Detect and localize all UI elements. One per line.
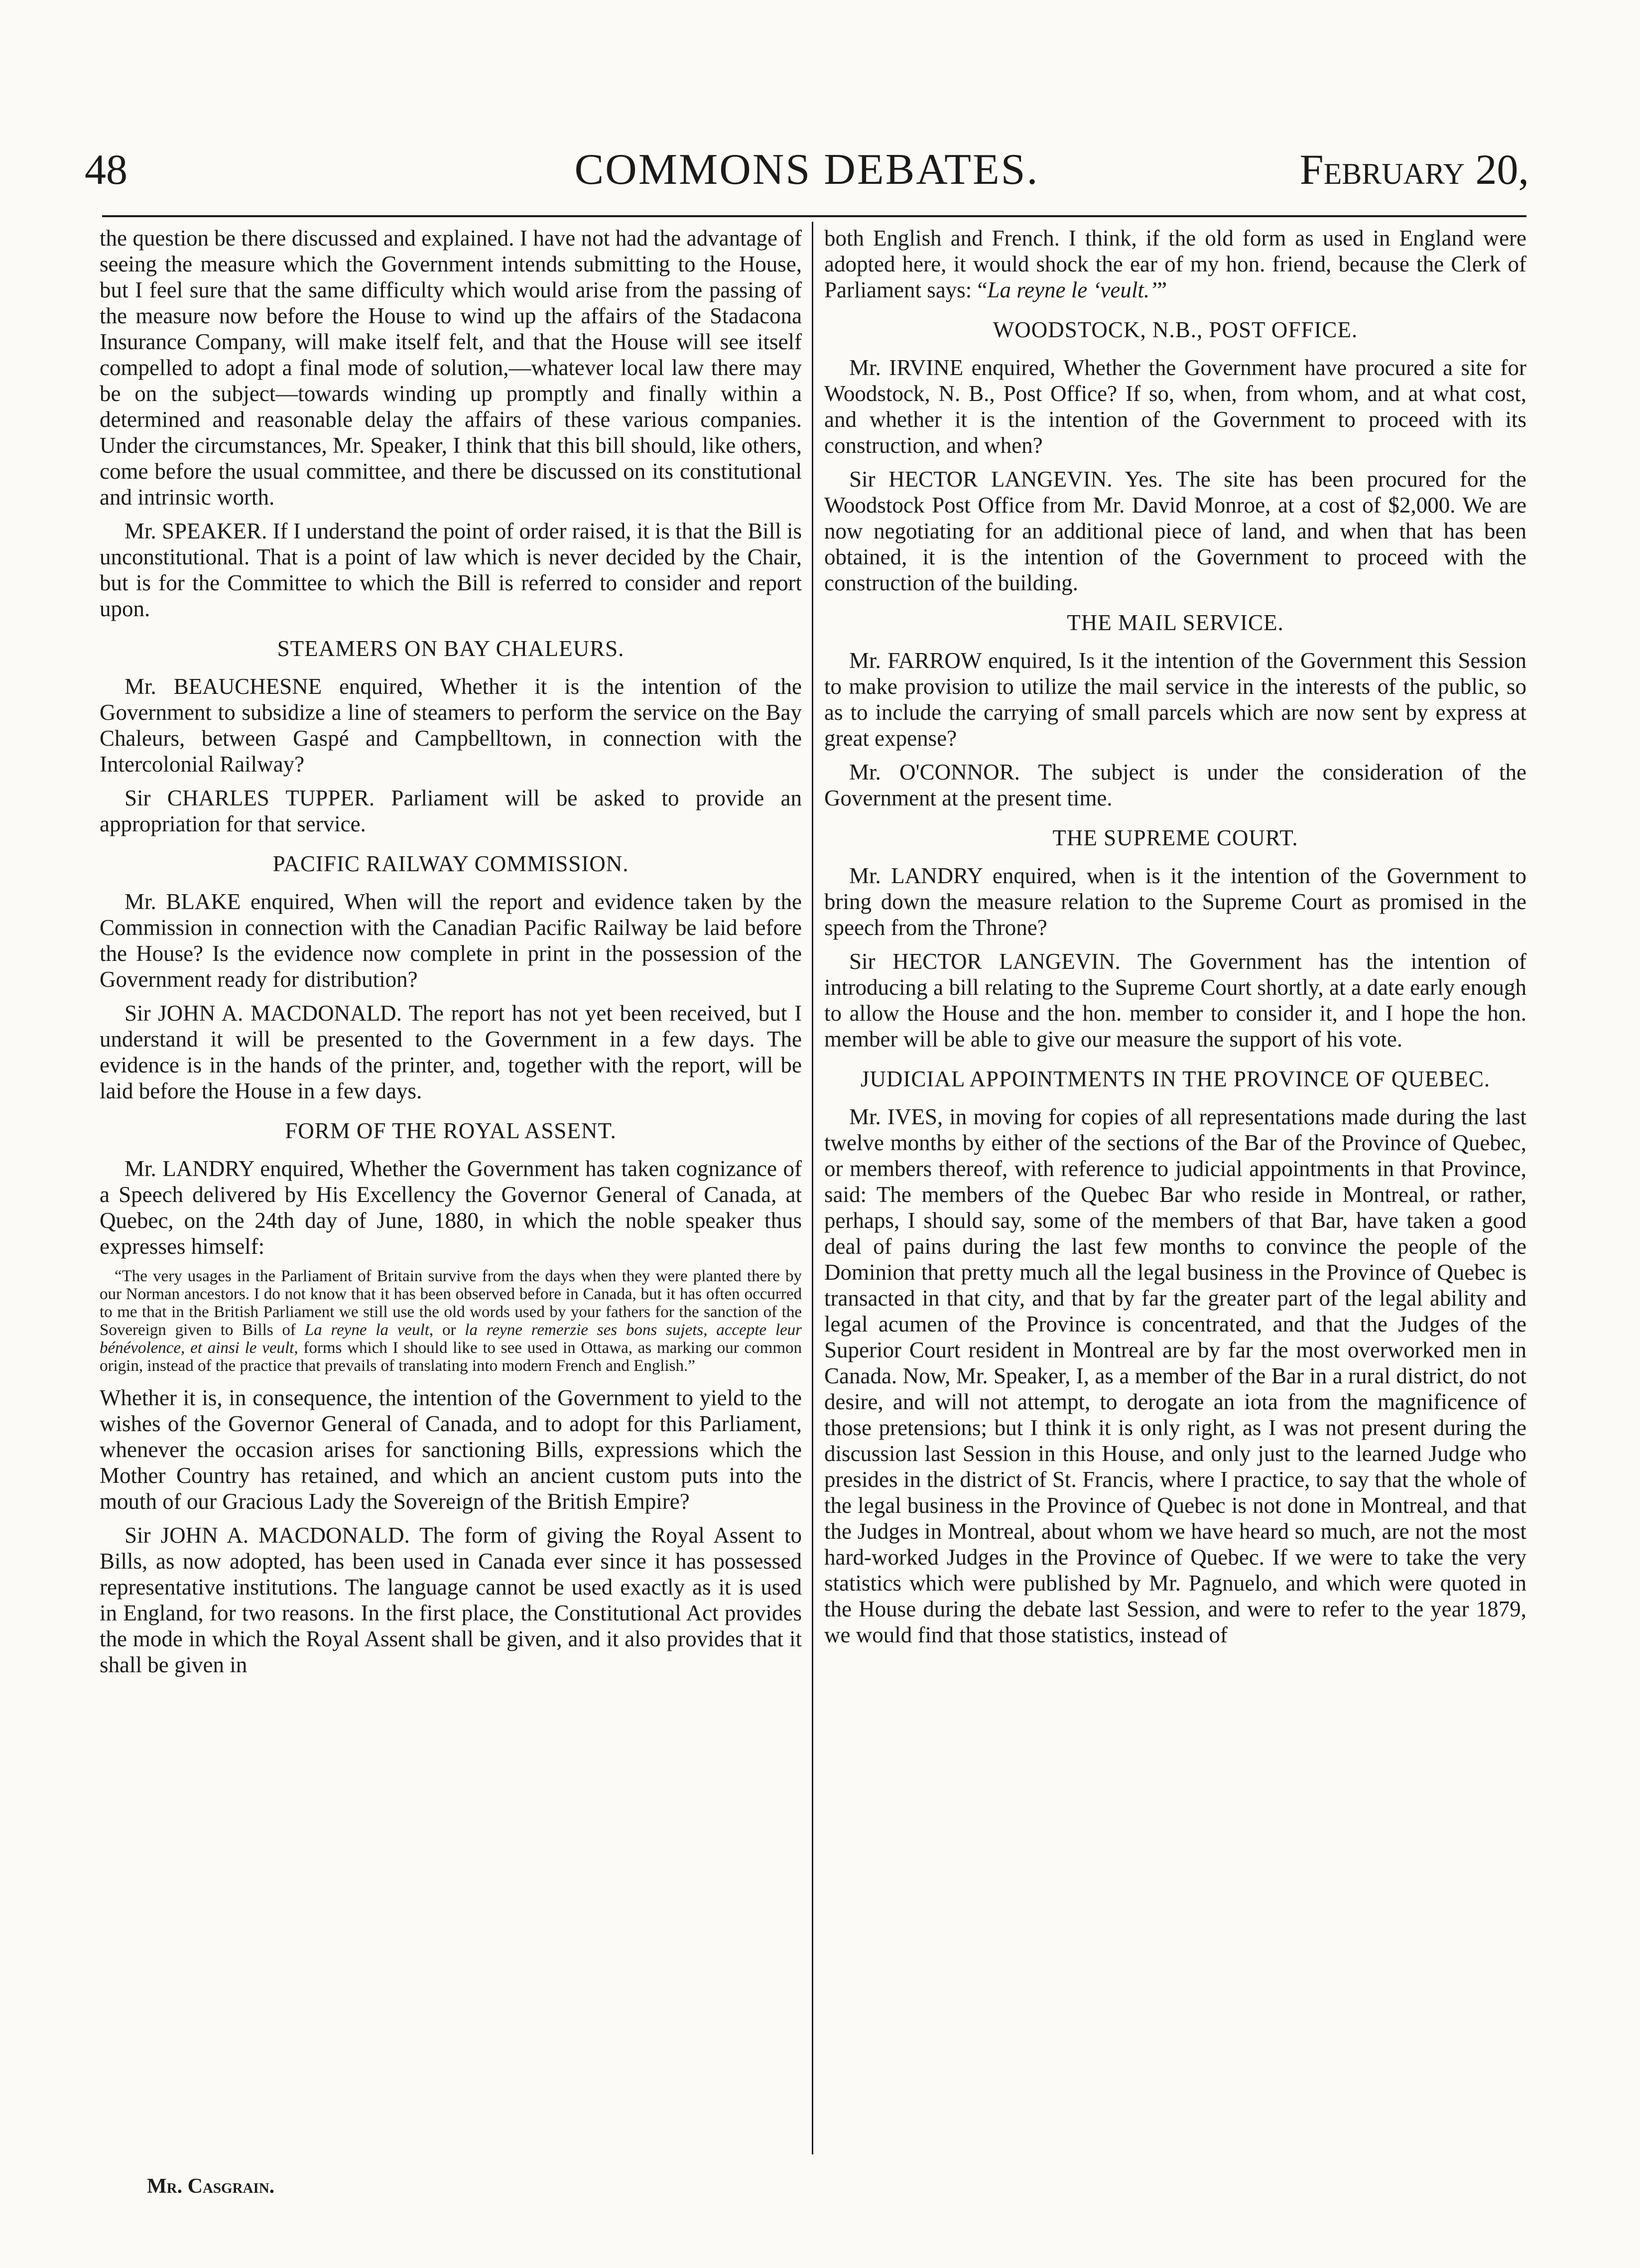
section-heading: THE MAIL SERVICE. xyxy=(1067,610,1284,635)
left-column xyxy=(100,225,802,1686)
paragraph: Sir JOHN A. MACDONALD. The report has not yet been received, but I understand it will be presented to the Government in a few days. The evidence is in the hands of the printer, and, together with the report, will be laid before the House in a few days. xyxy=(100,1001,802,1103)
page-number: 48 xyxy=(85,145,127,193)
section-heading: THE SUPREME COURT. xyxy=(1052,825,1298,850)
quote-italic: la reyne remerzie ses bons sujets, accepte leur bénévolence, et ainsi le veult xyxy=(100,1321,802,1357)
paragraph: Sir JOHN A. MACDONALD. The form of giving the Royal Assent to Bills, as now adopted, has been used in Canada ever since it has possessed representative institutions. The language cannot be used exactly as it is used in England, for two reasons. In the first place, the Constitutional Act provides the mode in which the Royal Assent shall be given, and it also provides that it shall be given in xyxy=(100,1523,802,1677)
paragraph: Sir CHARLES TUPPER. Parliament will be asked to provide an appropriation for that service. xyxy=(100,786,802,836)
section-heading: PACIFIC RAILWAY COMMISSION. xyxy=(272,851,629,876)
paragraph: Sir HECTOR LANGEVIN. Yes. The site has been procured for the Woodstock Post Office from Mr. David Monroe, at a cost of $2,000. We are now negotiating for an additional piece of land, and when that has been obtained, it is the intention of the Government to proceed with the construction of the building. xyxy=(824,467,1526,595)
publication-title: COMMONS DEBATES. xyxy=(574,145,1039,194)
paragraph: Mr. O'CONNOR. The subject is under the consideration of the Government at the present time. xyxy=(824,760,1526,810)
paragraph: the question be there discussed and explained. I have not had the advantage of seeing the measure which the Government intends submitting to the House, but I feel sure that the same difficulty which would arise from the passing of the measure now before the House to wind up the affairs of the Stadacona Insurance Company, will make itself felt, and that the House will see itself compelled to adopt a final mode of solution,—whatever local law there may be on the subject—towards winding up promptly and finally within a determined and reasonable delay the affairs of these various companies. Under the circumstances, Mr. Speaker, I think that this bill should, like others, come before the usual committee, and there be discussed on its constitutional and intrinsic worth. xyxy=(100,226,802,510)
right-column xyxy=(824,225,1526,1656)
paragraph-text: both English and French. I think, if the old form as used in England were adopted here, it would shock the ear of my hon. friend, because the Clerk of Parliament says: “ xyxy=(824,226,1526,302)
quote-text: “The very usages in the Parliament of Britain survive from the days when they were planted there by our Norman ancestors. I do not know that it has been observed before in Canada, but it has often occurred to me that in the British Parliament we still use the old words used by your fathers for the sanction of the Sovereign given to Bills of xyxy=(100,1267,802,1339)
paragraph: Mr. LANDRY enquired, Whether the Government has taken cognizance of a Speech delivered by His Excellency the Governor General of Canada, at Quebec, on the 24th day of June, 1880, in which the noble speaker thus expresses himself: xyxy=(100,1156,802,1259)
paragraph-italic: La reyne le ‘veult.’ xyxy=(987,277,1157,302)
section-heading: STEAMERS ON BAY CHALEURS. xyxy=(277,636,625,661)
paragraph: Mr. BLAKE enquired, When will the report and evidence taken by the Commission in connection with the Canadian Pacific Railway be laid before the House? Is the evidence now complete in print in the possession of the Government ready for distribution? xyxy=(100,889,802,992)
quote-text: , forms which I should like to see used in Ottawa, as marking our common origin, instead of the practice that prevails of translating into modern French and English.” xyxy=(100,1339,802,1375)
running-footer: Mr. Casgrain. xyxy=(147,2175,275,2198)
paragraph-text: ” xyxy=(1157,277,1167,302)
paragraph: Whether it is, in consequence, the intention of the Government to yield to the wishes of the Governor General of Canada, and to adopt for this Parliament, whenever the occasion arises for sanctioning Bills, expressions which the Mother Country has retained, and which an ancient custom puts into the mouth of our Gracious Lady the Sovereign of the British Empire? xyxy=(100,1385,802,1514)
paragraph: Mr. IRVINE enquired, Whether the Government have procured a site for Woodstock, N. B., Post Office? If so, when, from whom, and at what cost, and whether it is the intention of the Government to proceed with its construction, and when? xyxy=(824,355,1526,458)
paragraph: Mr. FARROW enquired, Is it the intention of the Government this Session to make provision to utilize the mail service in the interests of the public, so as to include the carrying of small parcels which are now sent by express at great expense? xyxy=(824,648,1526,751)
section-heading: WOODSTOCK, N.B., POST OFFICE. xyxy=(993,317,1358,342)
column-divider xyxy=(812,222,813,2154)
block-quote xyxy=(100,1267,802,1375)
quote-text: , or xyxy=(429,1321,465,1339)
paragraph: Sir HECTOR LANGEVIN. The Government has the intention of introducing a bill relating to the Supreme Court shortly, at a date early enough to allow the House and the hon. member to consider it, and I hope the hon. member will be able to give our measure the support of his vote. xyxy=(824,949,1526,1052)
paragraph: Mr. IVES, in moving for copies of all representations made during the last twelve months by either of the sections of the Bar of the Province of Quebec, or members thereof, with reference to judicial appointments in that Province, said: The members of the Quebec Bar who reside in Montreal, or rather, perhaps, I should say, some of the members of that Bar, have taken a good deal of pains during the last few months to convince the people of the Dominion that pretty much all the legal business in the Province of Quebec is transacted in that city, and that by far the greater part of the legal ability and legal acumen of the Province is concentrated, and that the Judges of the Superior Court resident in Montreal are by far the most overworked men in Canada. Now, Mr. Speaker, I, as a member of the Bar in a rural district, do not desire, and will not attempt, to derogate an iota from the magnificence of those pretensions; but I think it is only right, as I was not present during the discussion last Session in this House, and only just to the learned Judge who presides in the district of St. Francis, where I practice, to say that the whole of the legal business in the Province of Quebec is not done in Montreal, and that the Judges in Montreal, about whom we have heard so much, are not the most hard-worked Judges in the Province of Quebec. If we were to take the very statistics which were published by Mr. Pagnuelo, and which were quoted in the House during the debate last Session, and were to refer to the year 1879, we would find that those statistics, instead of xyxy=(824,1104,1526,1647)
page-header xyxy=(85,144,1529,204)
header-date: February 20, xyxy=(1299,145,1529,193)
paragraph: Mr. SPEAKER. If I understand the point of order raised, it is that the Bill is unconstitutional. That is a point of law which is never decided by the Chair, but is for the Committee to which the Bill is referred to consider and report upon. xyxy=(100,519,802,621)
section-heading: FORM OF THE ROYAL ASSENT. xyxy=(285,1118,617,1143)
header-rule xyxy=(102,215,1526,217)
paragraph: Mr. BEAUCHESNE enquired, Whether it is the intention of the Government to subsidize a line of steamers to perform the service on the Bay Chaleurs, between Gaspé and Campbelltown, in connection with the Intercolonial Railway? xyxy=(100,674,802,777)
section-heading: JUDICIAL APPOINTMENTS IN THE PROVINCE OF QUEBEC. xyxy=(860,1067,1491,1091)
paragraph: Mr. LANDRY enquired, when is it the intention of the Government to bring down the measure relation to the Supreme Court as promised in the speech from the Throne? xyxy=(824,863,1526,940)
quote-italic: La reyne la veult xyxy=(304,1321,429,1339)
paragraph xyxy=(824,225,1526,303)
